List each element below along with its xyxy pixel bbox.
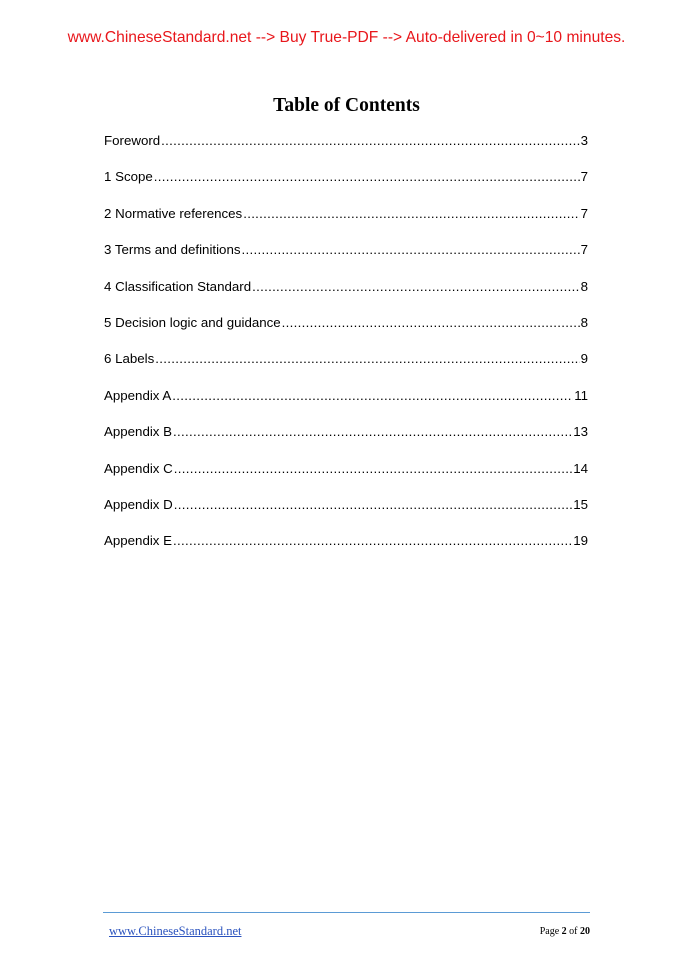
promo-banner[interactable]: www.ChineseStandard.net --> Buy True-PDF --> Auto-delivered in 0~10 minutes. — [67, 29, 626, 46]
toc-entry-appendix-e[interactable] — [104, 532, 588, 568]
dot-leader — [252, 278, 580, 296]
dot-leader — [174, 496, 572, 514]
toc-entry-page: 7 — [580, 242, 588, 258]
table-of-contents — [104, 132, 588, 569]
footer-divider — [103, 912, 590, 913]
toc-entry-label: Appendix E — [104, 533, 173, 549]
toc-entry-scope[interactable] — [104, 168, 588, 204]
toc-entry-page: 3 — [580, 133, 588, 148]
toc-entry-label: Foreword — [104, 133, 161, 148]
dot-leader — [174, 460, 572, 478]
dot-leader — [154, 168, 580, 186]
toc-entry-page: 8 — [580, 278, 588, 294]
toc-entry-labels[interactable] — [104, 350, 588, 386]
dot-leader — [243, 205, 579, 223]
dot-leader — [172, 387, 573, 405]
toc-entry-label: Appendix B — [104, 424, 173, 440]
toc-entry-label: Appendix D — [104, 496, 173, 512]
page-title: Table of Contents — [273, 95, 420, 116]
dot-leader — [242, 241, 580, 259]
dot-leader — [282, 314, 580, 332]
toc-entry-label: 2 Normative references — [104, 205, 243, 221]
toc-entry-page: 7 — [580, 205, 588, 221]
toc-entry-classification-standard[interactable] — [104, 278, 588, 314]
toc-entry-label: 6 Labels — [104, 351, 155, 367]
page-number — [540, 925, 590, 939]
toc-entry-appendix-c[interactable] — [104, 460, 588, 496]
toc-entry-appendix-b[interactable] — [104, 423, 588, 459]
toc-entry-label: Appendix A — [104, 387, 172, 403]
dot-leader — [173, 532, 572, 550]
toc-entry-normative-references[interactable] — [104, 205, 588, 241]
toc-entry-page: 14 — [573, 460, 588, 476]
toc-entry-page: 15 — [573, 496, 588, 512]
footer-site-link[interactable]: www.ChineseStandard.net — [109, 924, 242, 938]
toc-entry-label: 4 Classification Standard — [104, 278, 252, 294]
toc-entry-label: Appendix C — [104, 460, 173, 476]
toc-entry-page: 11 — [574, 387, 588, 403]
toc-entry-page: 9 — [580, 351, 588, 367]
toc-entry-label: 1 Scope — [104, 169, 153, 185]
toc-entry-page: 13 — [573, 424, 588, 440]
toc-entry-appendix-d[interactable] — [104, 496, 588, 532]
toc-entry-page: 8 — [580, 314, 588, 330]
dot-leader — [173, 423, 572, 441]
toc-entry-appendix-a[interactable] — [104, 387, 588, 423]
page-current: 2 — [561, 926, 567, 937]
toc-entry-page: 7 — [580, 169, 588, 185]
toc-entry-page: 19 — [573, 533, 588, 549]
page-prefix: Page — [539, 926, 560, 937]
toc-entry-label: 3 Terms and definitions — [104, 242, 241, 258]
toc-entry-foreword[interactable] — [104, 132, 588, 168]
toc-entry-terms-and-definitions[interactable] — [104, 241, 588, 277]
dot-leader — [155, 350, 579, 368]
page-of: of — [569, 926, 578, 937]
toc-entry-decision-logic[interactable] — [104, 314, 588, 350]
dot-leader — [161, 132, 579, 150]
toc-entry-label: 5 Decision logic and guidance — [104, 314, 281, 330]
page-total: 20 — [580, 926, 590, 937]
